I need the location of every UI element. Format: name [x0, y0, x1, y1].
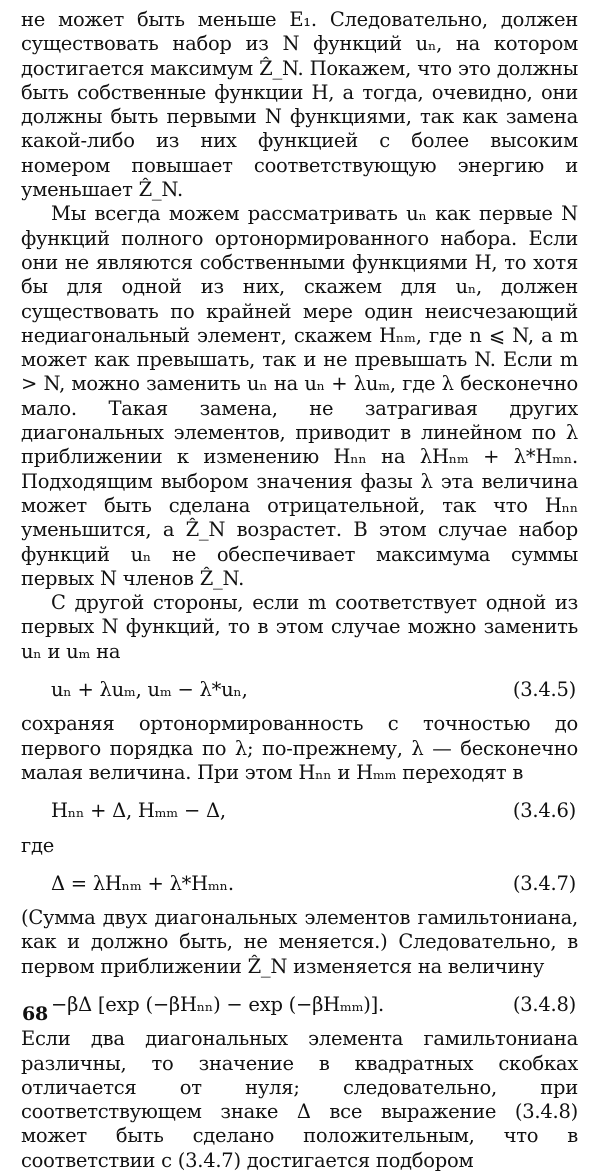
paragraph-2: Мы всегда можем рассматривать uₙ как первые N функций полного ортонормированного набора. Если они не являются собственными функциями H, то хотя бы для одной из них, скажем для uₙ, должен существовать по крайней мере один неисчезающий недиагональный элемент, скажем Hₙₘ, где n ⩽ N, а m может как превышать, так и не превышать N. Если m > N, можно заменить uₙ на uₙ + λuₘ, где λ бесконечно мало. Такая замена, не затрагивая других диагональных элементов, приводит в линейном по λ приближении к изменению Hₙₙ на λHₙₘ + λ*Hₘₙ. Подходящим выбором значения фазы λ эта величина может быть сделана отрицательной, так что Hₙₙ уменьшится, а Ẑ_N возрастет. В этом случае набор функций uₙ не обеспечивает максимума суммы первых N членов Ẑ_N.	[21, 202, 578, 590]
equation-number: (3.4.8)	[512, 992, 576, 1016]
paragraph-5: (Сумма двух диагональных элементов гамильтониана, как и должно быть, не меняется.) Следовательно, в первом приближении Ẑ_N изменяется на величину	[21, 906, 578, 978]
equation-expression: Δ = λHₙₘ + λ*Hₘₙ.	[51, 871, 234, 895]
equation-3-4-8	[21, 993, 576, 1017]
equation-3-4-7	[21, 872, 576, 896]
paragraph-6: Если два диагональных элемента гамильтониана различны, то значение в квадратных скобках отличается от нуля; следовательно, при соответствующем знаке Δ все выражение (3.4.8) может быть сделано положительным, что в соответствии с (3.4.7) достигается подбором	[21, 1027, 578, 1172]
paragraph-4: сохраняя ортонормированность с точностью до первого порядка по λ; по-прежнему, λ — бесконечно малая величина. При этом Hₙₙ и Hₘₘ переходят в	[21, 712, 578, 784]
equation-expression: Hₙₙ + Δ, Hₘₘ − Δ,	[51, 799, 226, 823]
equation-expression: −βΔ [exp (−βHₙₙ) − exp (−βHₘₘ)].	[51, 992, 384, 1016]
equation-number: (3.4.6)	[512, 799, 576, 823]
page-number: 68	[22, 1002, 48, 1025]
equation-3-4-6	[21, 799, 576, 823]
equation-3-4-5	[21, 678, 576, 702]
paragraph-3: С другой стороны, если m соответствует одной из первых N функций, то в этом случае можно заменить uₙ и uₘ на	[21, 591, 578, 663]
equation-expression: uₙ + λuₘ, uₘ − λ*uₙ,	[51, 678, 248, 702]
paragraph-1: не может быть меньше E₁. Следовательно, должен существовать набор из N функций uₙ, на котором достигается максимум Ẑ_N. Покажем, что это должны быть собственные функции H, а тогда, очевидно, они должны быть первыми N функциями, так как замена какой-либо из них функцией с более высоким номером повышает соответствующую энергию и уменьшает Ẑ_N.	[21, 8, 578, 202]
equation-number: (3.4.7)	[512, 871, 576, 895]
where-label: где	[21, 833, 55, 857]
equation-number: (3.4.5)	[512, 678, 576, 702]
